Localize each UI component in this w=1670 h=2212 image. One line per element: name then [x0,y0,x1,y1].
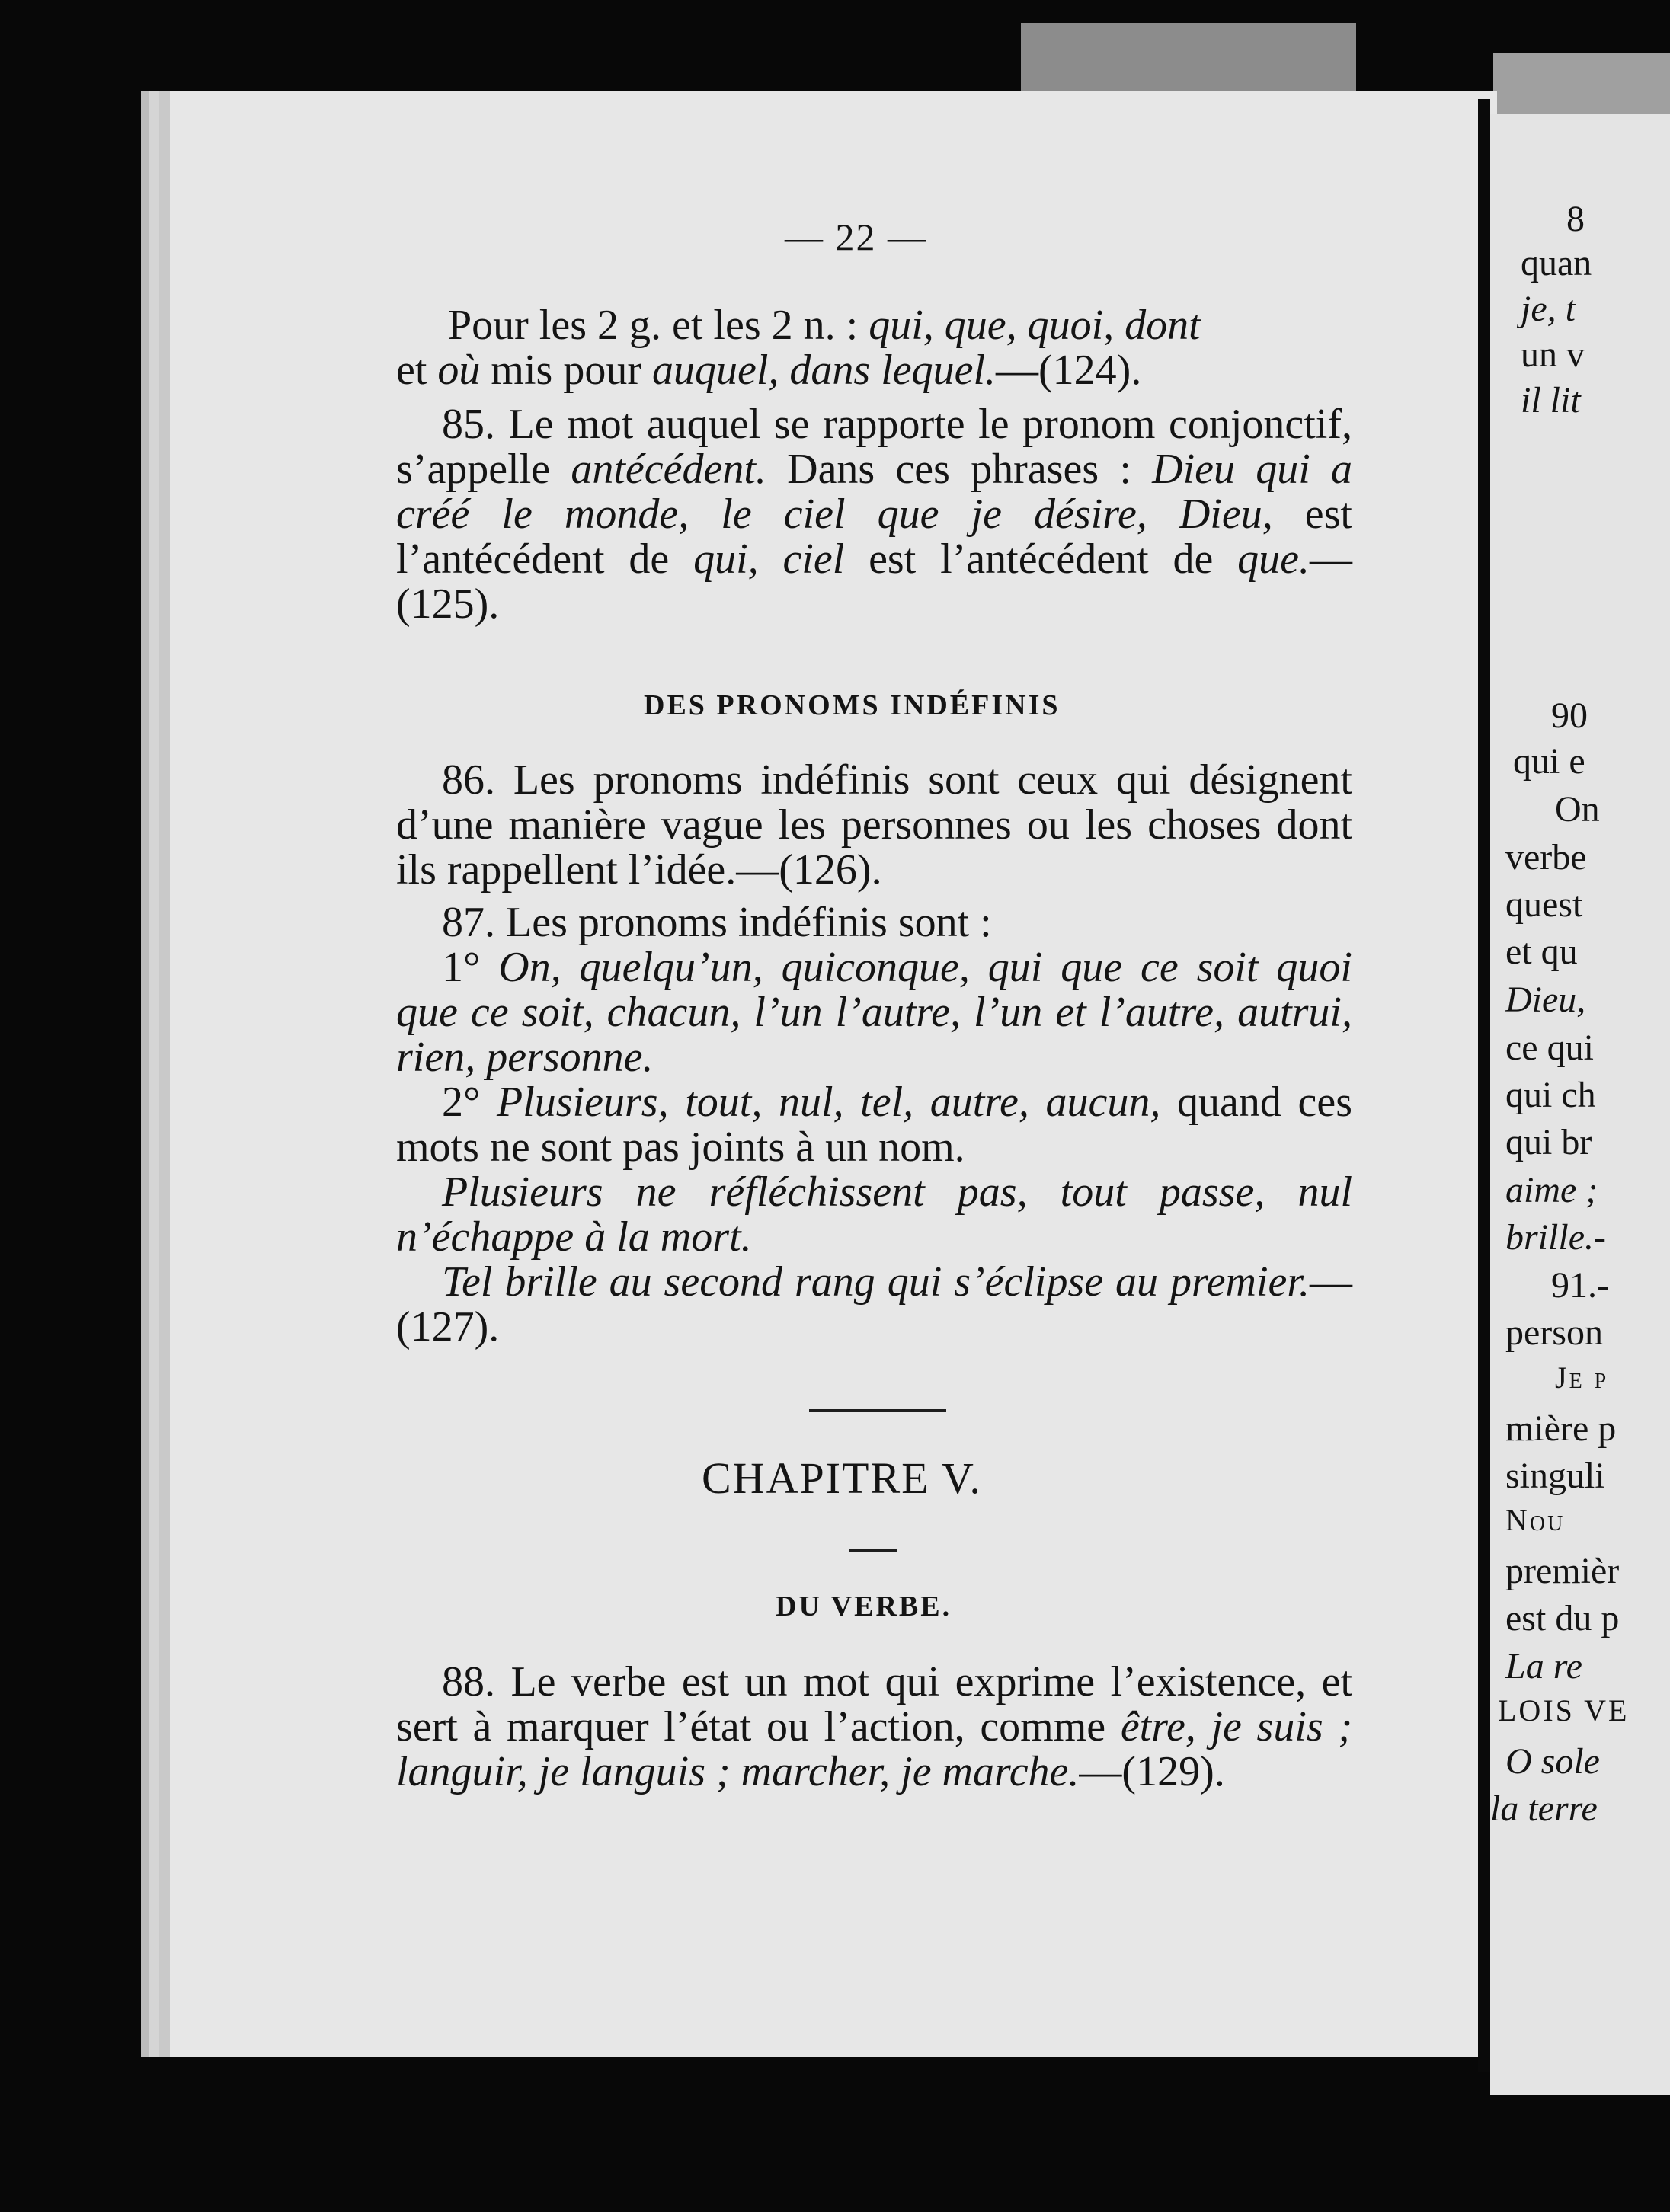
p85-t11: est l’antécédent de [844,535,1238,583]
right-page-line: ce qui [1505,1028,1594,1068]
right-page-line: brille.- [1505,1217,1606,1258]
page-number: — 22 — [785,216,927,258]
right-page-line: quest [1505,884,1583,925]
right-page-line: LOIS VE [1498,1693,1630,1728]
right-page-line: un v [1521,334,1585,375]
p86-text: 86. Les pronoms indéfinis sont ceux qui désignent d’une manière vague les personnes ou les choses dont ils rappellent l’idée.—(126). [396,756,1352,893]
top-line-2-d: auquel, dans lequel. [651,347,997,394]
right-page-line: mière p [1505,1408,1617,1449]
p87-n1: 1° [442,944,499,991]
p85-t3: Dans ces phrases : [766,446,1153,493]
p87-list1: On, quelqu’un, quiconque, qui que ce soit quoi que ce soit, chacun, l’un l’autre, l’un et l’autre, autrui, rien, personne. [396,944,1352,1081]
p88-t2: être, je suis ; languir, je languis ; marcher, je marche. [396,1703,1352,1795]
right-page-line: singuli [1505,1456,1605,1496]
top-line-2-a: et [396,347,438,394]
chapter-title: CHAPITRE V. [702,1453,982,1503]
right-page-line: 91.- [1551,1265,1609,1306]
p87-example-2: Tel brille au second rang qui s’éclipse au premier. [442,1258,1310,1306]
p85-t9 [759,535,783,583]
p85-t6: Dieu, [1179,491,1273,538]
top-line-1-italic: qui, que, quoi, dont [869,302,1201,349]
right-page-line: Je p [1555,1360,1609,1395]
top-line-2-b: où [437,347,481,394]
right-page-line: verbe [1505,837,1587,877]
right-page-line: 8 [1566,199,1585,239]
p85-t5 [1147,491,1179,538]
paragraph-87 [396,900,1352,1350]
right-page-line: qui br [1505,1122,1592,1162]
paragraph-88 [396,1660,1352,1795]
p85-t4: Dieu qui a créé le monde, le ciel que je désire, [396,446,1353,538]
right-page-line: quan [1521,243,1592,283]
paragraph-85 [396,402,1352,627]
heading-du-verbe: DU VERBE. [776,1590,952,1622]
right-page-line: qui ch [1505,1075,1596,1115]
right-page-line: je, t [1521,289,1576,329]
p88-t3: —(129). [1079,1748,1225,1795]
right-page-line: On [1555,789,1600,830]
p85-num: 85. [442,401,495,448]
p87-list2: Plusieurs, tout, nul, tel, autre, aucun, [497,1079,1161,1126]
p85-t7: est l’antécédent de [396,491,1352,583]
right-page-line: Dieu, [1505,980,1586,1020]
right-page-line: Nou [1505,1503,1566,1537]
p87-example-1: Plusieurs ne réfléchissent pas, tout passe, nul n’échappe à la mort. [396,1168,1352,1261]
p85-t2: antécédent. [571,446,766,493]
p85-t12: que. [1237,535,1310,583]
p87-intro: 87. Les pronoms indéfinis sont : [442,899,992,946]
right-page-line: il lit [1521,380,1581,420]
chapter-dash [849,1549,897,1552]
heading-pronoms-indefinis: DES PRONOMS INDÉFINIS [644,689,1061,721]
p85-t8: qui, [693,535,759,583]
p85-t13: —(125). [396,535,1352,628]
top-line-1-roman: Pour les 2 g. et les 2 n. : [448,302,869,349]
right-page-line: La re [1505,1646,1582,1686]
p85-t10: ciel [782,535,845,583]
p87-list2-tail: quand ces mots ne sont pas joints à un nom. [396,1079,1352,1171]
right-page-fragment [1490,114,1670,2095]
right-page-line: premièr [1505,1551,1620,1591]
p87-example-2-ref: —(127). [396,1258,1352,1351]
p88-t1: 88. Le verbe est un mot qui exprime l’existence, et sert à marquer l’état ou l’action, comme [396,1658,1352,1750]
right-page-line: la terre [1490,1788,1598,1829]
right-page-line: est du p [1505,1598,1620,1638]
right-page-line: 90 [1551,695,1588,736]
right-page-line: O sole [1505,1741,1600,1782]
p85-t1: Le mot auquel se rapporte le pronom conjonctif, s’appelle [396,401,1352,493]
right-page-line: et qu [1505,932,1578,972]
top-line-2-e: —(124). [996,347,1142,394]
paragraph-86 [396,758,1352,893]
top-line-2-c: mis pour [480,347,652,394]
top-line-2 [396,348,1356,393]
p87-n2: 2° [442,1079,497,1126]
section-rule [809,1409,946,1412]
right-page-line: qui e [1513,741,1585,782]
right-page-line: person [1505,1312,1603,1353]
right-page-line: aime ; [1505,1170,1598,1210]
book-gutter [1478,99,1490,2072]
top-continuation [448,303,1343,348]
binder-clip-edge [1493,53,1670,122]
